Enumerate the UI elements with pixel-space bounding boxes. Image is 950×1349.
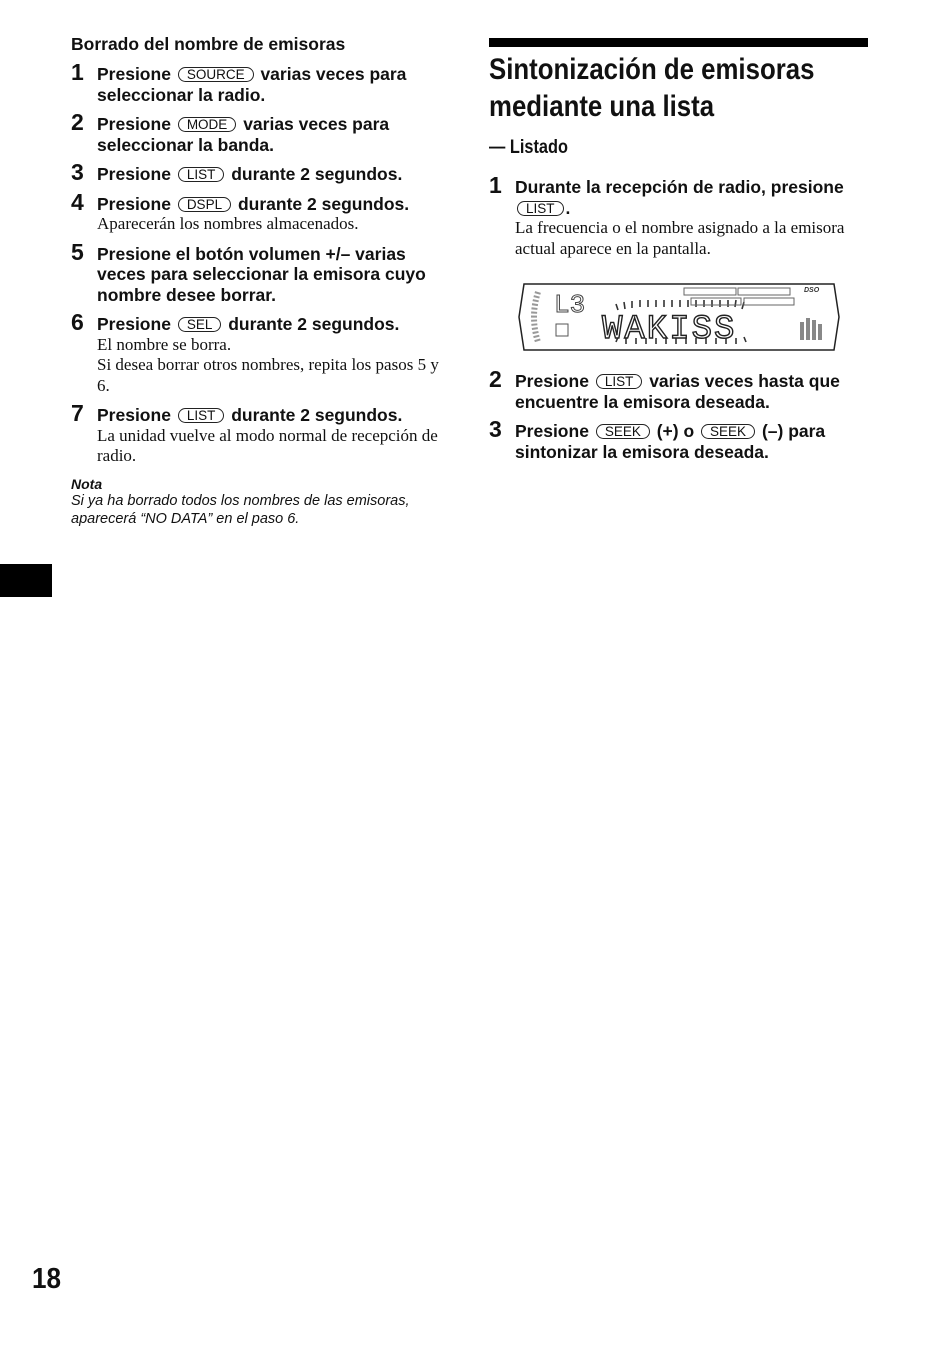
step-4 (71, 188, 451, 235)
step-text: varias veces para seleccionar la banda. (97, 114, 390, 155)
step-number: 2 (489, 366, 502, 392)
step-text: . (565, 197, 571, 218)
section-title: Sintonización de emisoras mediante una lista (489, 53, 815, 123)
step-number: 6 (71, 309, 84, 335)
list-button-label: LIST (517, 201, 564, 216)
step-text: (+) o (656, 421, 695, 441)
list-button-label: LIST (596, 374, 643, 389)
step-text: varias veces para seleccionar la radio. (97, 64, 407, 105)
step-instruction (97, 64, 451, 105)
display-segment (691, 298, 741, 305)
step-description: La frecuencia o el nombre asignado a la emisora actual aparece en la pantalla. (515, 218, 845, 258)
step-number: 1 (71, 59, 84, 85)
step-instruction (515, 177, 869, 218)
step-text: durante 2 segundos. (231, 164, 403, 184)
step-text: Durante la recepción de radio, presione (515, 177, 844, 197)
step-text: durante 2 segundos. (228, 314, 400, 334)
step-instruction (97, 164, 451, 185)
display-main-text: WAKISS (602, 311, 737, 349)
left-column (71, 34, 451, 529)
section-rule (489, 38, 868, 47)
step-instruction (97, 405, 451, 426)
right-column (489, 38, 869, 471)
step-number: 4 (71, 188, 84, 215)
step-5 (71, 238, 451, 306)
step-instruction (515, 371, 869, 412)
step-description: La unidad vuelve al modo normal de recepción de radio. (97, 425, 438, 465)
step-text: varias veces hasta que encuentre la emisora deseada. (515, 371, 840, 412)
list-button-label: LIST (178, 408, 225, 423)
step-1 (71, 59, 451, 105)
step-text: Presione (97, 114, 171, 134)
display-preset-text: L3 (554, 290, 586, 320)
step-3 (489, 416, 869, 462)
step-description: El nombre se borra. (97, 334, 232, 354)
step-text: Presione (515, 371, 589, 391)
step-description: Si desea borrar otros nombres, repita los pasos 5 y 6. (97, 355, 439, 395)
step-2 (489, 366, 869, 412)
step-2 (71, 109, 451, 155)
step-3 (71, 159, 451, 185)
step-text: Presione (97, 405, 171, 425)
step-instruction (97, 114, 451, 155)
note-text: Si ya ha borrado todos los nombres de las emisoras, aparecerá “NO DATA” en el paso 6. (71, 492, 410, 527)
step-text: Presione (515, 421, 589, 441)
list-button-label: LIST (178, 167, 225, 182)
step-instruction: Presione el botón volumen +/– varias veces para seleccionar la emisora cuyo nombre desee borrar. (97, 243, 426, 305)
display-segment (738, 288, 790, 295)
step-6 (71, 309, 451, 396)
step-instruction (97, 314, 451, 335)
step-number: 1 (489, 172, 502, 198)
mode-button-label: MODE (178, 117, 237, 132)
step-number: 3 (489, 416, 502, 442)
step-number: 2 (71, 109, 84, 135)
step-instruction (97, 194, 451, 215)
dspl-button-label: DSPL (178, 197, 231, 212)
note-heading: Nota (71, 475, 103, 492)
seek-button-label: SEEK (596, 424, 650, 439)
step-7 (71, 400, 451, 467)
step-text: durante 2 segundos. (231, 405, 403, 425)
radio-display-illustration (516, 282, 841, 352)
page-number: 18 (32, 1263, 62, 1295)
step-number: 5 (71, 238, 84, 265)
step-text: Presione (97, 164, 171, 184)
step-number: 3 (71, 159, 84, 185)
display-dso-logo: DSO (804, 287, 820, 294)
source-button-label: SOURCE (178, 67, 254, 82)
step-1 (489, 172, 869, 259)
step-number: 7 (71, 400, 84, 426)
section-tab-marker (0, 564, 52, 597)
display-icon (556, 324, 568, 336)
step-description: Aparecerán los nombres almacenados. (97, 214, 359, 233)
section-subtitle: Borrado del nombre de emisoras (71, 34, 346, 54)
section-subhead: — Listado (489, 137, 568, 158)
display-segment (744, 298, 794, 305)
display-eq-bars (800, 318, 822, 340)
step-text: Presione (97, 64, 171, 84)
display-segment (684, 288, 736, 295)
step-instruction (515, 421, 869, 462)
step-text: durante 2 segundos. (237, 193, 410, 214)
step-text: Presione (97, 314, 171, 334)
step-text: (–) para sintonizar la emisora deseada. (515, 421, 826, 462)
seek-button-label: SEEK (701, 424, 755, 439)
step-text: Presione (97, 193, 171, 214)
sel-button-label: SEL (178, 317, 222, 332)
